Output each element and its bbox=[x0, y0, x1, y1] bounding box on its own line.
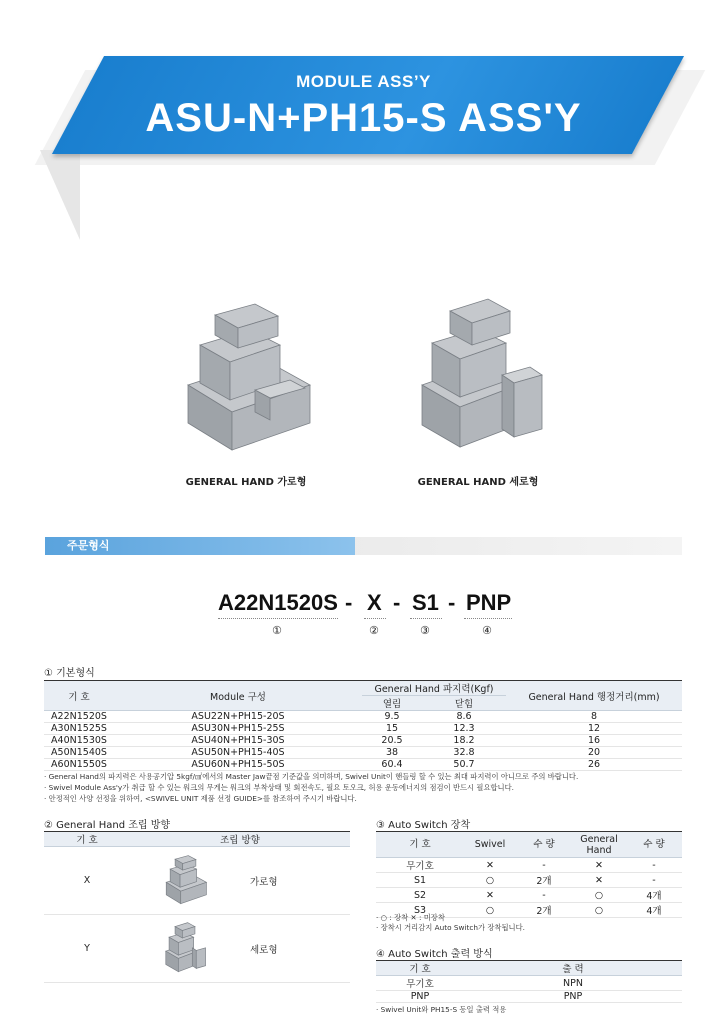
table-row bbox=[44, 723, 682, 735]
cell: 20.5 bbox=[362, 735, 422, 747]
col-open: 열림 bbox=[362, 696, 422, 711]
col-qty: 수 량 bbox=[516, 832, 572, 858]
cell: ASU22N+PH15-20S bbox=[114, 711, 362, 723]
cell: ✕ bbox=[572, 858, 626, 873]
order-number-3: ③ bbox=[420, 624, 430, 637]
cell: ○ bbox=[572, 888, 626, 903]
order-separator: - bbox=[393, 590, 401, 615]
cell: 60.4 bbox=[362, 759, 422, 771]
cell: 38 bbox=[362, 747, 422, 759]
col-direction: 조립 방향 bbox=[130, 832, 350, 847]
cell: 32.8 bbox=[422, 747, 506, 759]
order-code bbox=[0, 590, 727, 622]
cell: ○ bbox=[464, 873, 516, 888]
output-note: · Swivel Unit와 PH15-S 동일 출력 적용 bbox=[376, 1005, 507, 1014]
cell: 8 bbox=[506, 711, 682, 723]
order-part-direction: X bbox=[367, 590, 382, 615]
assembly-vertical-image bbox=[410, 285, 550, 460]
order-part-switch: S1 bbox=[412, 590, 439, 615]
cell: 무기호 bbox=[376, 976, 464, 991]
cell: 50.7 bbox=[422, 759, 506, 771]
cell: Y bbox=[44, 915, 130, 983]
cell: 18.2 bbox=[422, 735, 506, 747]
direction-table bbox=[44, 831, 350, 983]
table-row bbox=[376, 873, 682, 888]
cell: PNP bbox=[376, 991, 464, 1003]
col-code: 기 호 bbox=[44, 832, 130, 847]
cell: - bbox=[626, 873, 682, 888]
assembly-horizontal-image bbox=[170, 290, 320, 460]
cell: - bbox=[516, 858, 572, 873]
cell: ASU60N+PH15-50S bbox=[114, 759, 362, 771]
cell: 15 bbox=[362, 723, 422, 735]
cell bbox=[130, 847, 240, 915]
switch-table bbox=[376, 831, 682, 918]
order-underline bbox=[364, 618, 386, 619]
basic-heading: ① 기본형식 bbox=[44, 668, 95, 679]
cell: A50N1540S bbox=[44, 747, 114, 759]
cell: 4개 bbox=[626, 903, 682, 918]
switch-note: · 장착시 거리감지 Auto Switch가 장착됩니다. bbox=[376, 923, 525, 932]
assembly-vertical-image bbox=[155, 918, 215, 976]
cell: - bbox=[516, 888, 572, 903]
switch-note: · ○ : 장착 ✕ : 미장착 bbox=[376, 913, 445, 922]
col-grip: General Hand 파지력(Kgf) bbox=[362, 681, 506, 696]
banner-subtitle: MODULE ASS’Y bbox=[296, 72, 431, 91]
direction-heading: ② General Hand 조립 방향 bbox=[44, 820, 171, 831]
col-close: 닫힘 bbox=[422, 696, 506, 711]
product-caption-vertical: GENERAL HAND 세로형 bbox=[417, 477, 539, 488]
table-row bbox=[376, 991, 682, 1003]
col-qty: 수 량 bbox=[626, 832, 682, 858]
cell: S1 bbox=[376, 873, 464, 888]
order-part-output: PNP bbox=[466, 590, 512, 615]
order-number-1: ① bbox=[272, 624, 282, 637]
output-heading: ④ Auto Switch 출력 방식 bbox=[376, 949, 493, 960]
cell: A22N1520S bbox=[44, 711, 114, 723]
cell: ○ bbox=[464, 903, 516, 918]
table-row bbox=[44, 759, 682, 771]
cell: 무기호 bbox=[376, 858, 464, 873]
col-swivel: Swivel bbox=[464, 832, 516, 858]
cell: 26 bbox=[506, 759, 682, 771]
cell: 8.6 bbox=[422, 711, 506, 723]
cell: 4개 bbox=[626, 888, 682, 903]
cell: 2개 bbox=[516, 903, 572, 918]
cell: A60N1550S bbox=[44, 759, 114, 771]
cell: ✕ bbox=[464, 858, 516, 873]
table-row bbox=[376, 858, 682, 873]
order-separator: - bbox=[345, 590, 353, 615]
table-row bbox=[44, 711, 682, 723]
basic-table bbox=[44, 680, 682, 771]
table-row bbox=[44, 847, 350, 915]
table-row bbox=[44, 747, 682, 759]
order-underline bbox=[410, 618, 442, 619]
col-hand: General Hand bbox=[572, 832, 626, 858]
cell: A30N1525S bbox=[44, 723, 114, 735]
cell: 가로형 bbox=[240, 847, 350, 915]
cell bbox=[130, 915, 240, 983]
cell: - bbox=[626, 858, 682, 873]
cell: S2 bbox=[376, 888, 464, 903]
cell: X bbox=[44, 847, 130, 915]
section-title: 주문형식 bbox=[45, 537, 355, 555]
cell: ✕ bbox=[464, 888, 516, 903]
output-table bbox=[376, 960, 682, 1003]
cell: A40N1530S bbox=[44, 735, 114, 747]
cell: ○ bbox=[572, 903, 626, 918]
table-row bbox=[44, 915, 350, 983]
table-row bbox=[376, 976, 682, 991]
order-number-2: ② bbox=[369, 624, 379, 637]
cell: NPN bbox=[464, 976, 682, 991]
order-number-4: ④ bbox=[482, 624, 492, 637]
assembly-horizontal-image bbox=[155, 851, 215, 907]
cell: 9.5 bbox=[362, 711, 422, 723]
order-part-basic: A22N1520S bbox=[218, 590, 338, 615]
switch-heading: ③ Auto Switch 장착 bbox=[376, 820, 471, 831]
cell: 12.3 bbox=[422, 723, 506, 735]
basic-note: · General Hand의 파지력은 사용공기압 5kgf/㎠에서의 Master Jaw끝점 기준값을 의미하며, Swivel Unit이 핸들링 할 수 있는 최대 파지력이 아니므로 주의 바랍니다. bbox=[44, 772, 579, 781]
header-banner bbox=[0, 0, 727, 250]
cell: ASU30N+PH15-25S bbox=[114, 723, 362, 735]
table-row bbox=[44, 735, 682, 747]
col-code: 기 호 bbox=[376, 832, 464, 858]
col-stroke: General Hand 행정거리(mm) bbox=[506, 681, 682, 711]
banner-fold bbox=[40, 150, 80, 240]
order-underline bbox=[218, 618, 338, 619]
order-underline bbox=[464, 618, 512, 619]
col-output: 출 력 bbox=[464, 961, 682, 976]
cell: 16 bbox=[506, 735, 682, 747]
table-row bbox=[376, 888, 682, 903]
cell: S3 bbox=[376, 903, 464, 918]
cell: 2개 bbox=[516, 873, 572, 888]
cell: 12 bbox=[506, 723, 682, 735]
cell: ASU40N+PH15-30S bbox=[114, 735, 362, 747]
cell: 세로형 bbox=[240, 915, 350, 983]
order-separator: - bbox=[448, 590, 456, 615]
basic-note: · 안정적인 사양 선정을 위하여, <SWIVEL UNIT 제품 선정 GUIDE>를 참조하여 주시기 바랍니다. bbox=[44, 794, 357, 803]
cell: 20 bbox=[506, 747, 682, 759]
banner-title: ASU-N+PH15-S ASS'Y bbox=[145, 96, 582, 140]
cell: PNP bbox=[464, 991, 682, 1003]
cell: ASU50N+PH15-40S bbox=[114, 747, 362, 759]
col-code: 기 호 bbox=[376, 961, 464, 976]
product-caption-horizontal: GENERAL HAND 가로형 bbox=[185, 477, 307, 488]
col-code: 기 호 bbox=[44, 681, 114, 711]
cell: ✕ bbox=[572, 873, 626, 888]
basic-note: · Swivel Module Ass'y가 취급 할 수 있는 워크의 무게는 워크의 부착상태 및 회전속도, 필요 토오크, 허용 운동에너지의 점검이 반드시 필요합니다. bbox=[44, 783, 514, 792]
col-module: Module 구성 bbox=[114, 681, 362, 711]
